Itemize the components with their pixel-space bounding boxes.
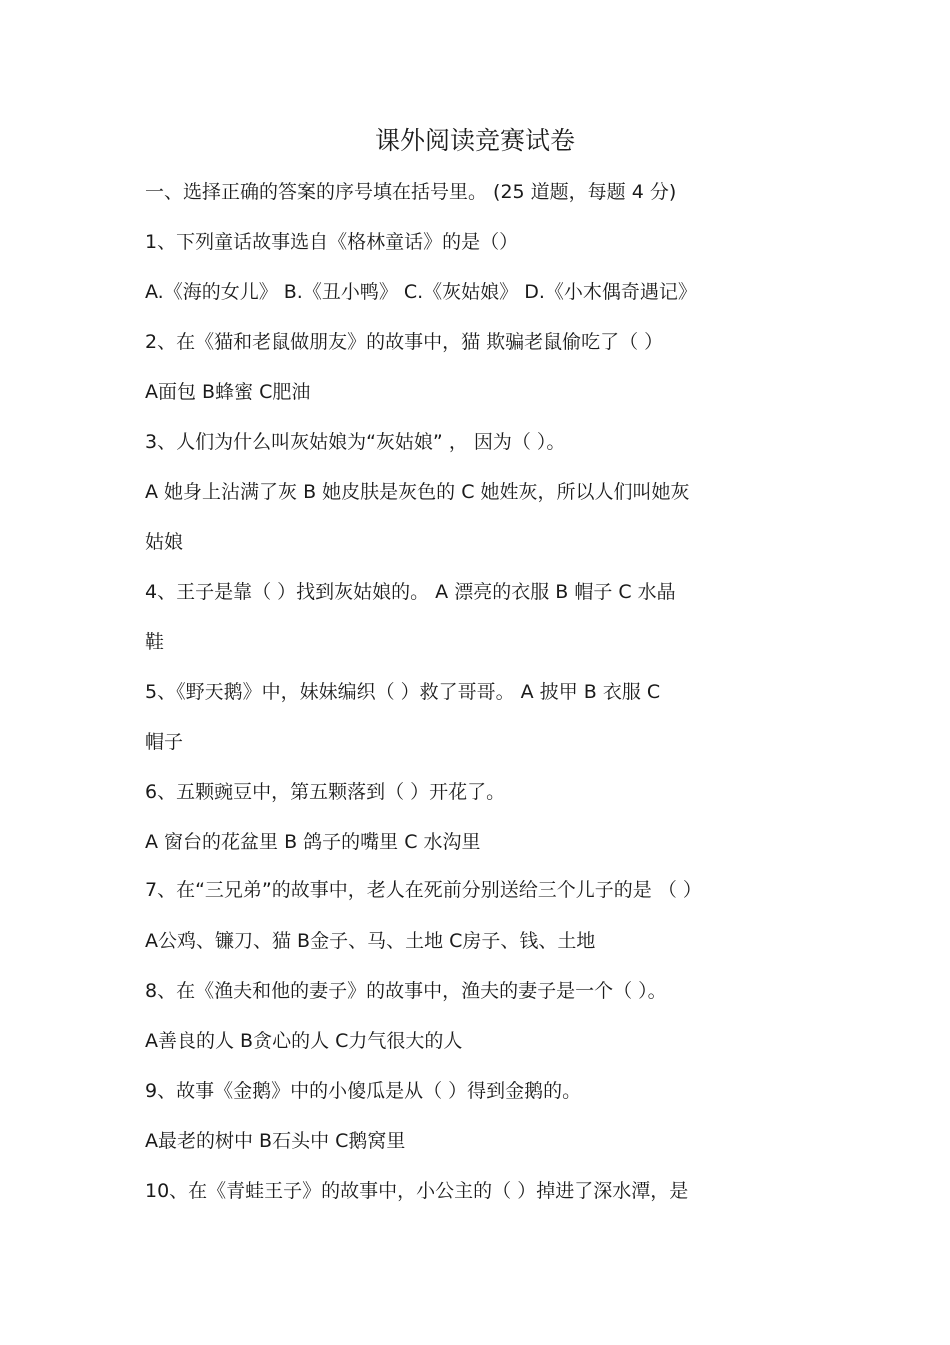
question-5-cont: 帽子 — [145, 731, 184, 753]
question-6: 6、五颗豌豆中，第五颗落到（ ）开花了。 — [145, 781, 506, 803]
section-heading: 一、选择正确的答案的序号填在括号里。 (25 道题，每题 4 分) — [145, 181, 677, 203]
question-10: 10、在《青蛙王子》的故事中，小公主的（ ）掉进了深水潭，是 — [145, 1180, 689, 1202]
question-3-options: A 她身上沾满了灰 B 她皮肤是灰色的 C 她姓灰，所以人们叫她灰 — [145, 481, 690, 503]
question-8: 8、在《渔夫和他的妻子》的故事中，渔夫的妻子是一个（ ）。 — [145, 980, 667, 1002]
question-3: 3、人们为什么叫灰姑娘为“灰姑娘” ， 因为（ ）。 — [145, 431, 566, 453]
question-1-options: A.《海的女儿》 B.《丑小鸭》 C.《灰姑娘》 D.《小木偶奇遇记》 — [145, 281, 697, 303]
question-9-options: A最老的树中 B石头中 C鹅窝里 — [145, 1130, 406, 1152]
question-6-options: A 窗台的花盆里 B 鸽子的嘴里 C 水沟里 — [145, 831, 481, 853]
question-8-options: A善良的人 B贪心的人 C力气很大的人 — [145, 1030, 463, 1052]
question-4: 4、王子是靠（ ）找到灰姑娘的。 A 漂亮的衣服 B 帽子 C 水晶 — [145, 581, 676, 603]
question-3-options-cont: 姑娘 — [145, 531, 184, 553]
question-7-options: A公鸡、镰刀、猫 B金子、马、土地 C房子、钱、土地 — [145, 930, 596, 952]
question-2: 2、在《猫和老鼠做朋友》的故事中，猫 欺骗老鼠偷吃了（ ） — [145, 331, 664, 353]
question-2-options: A面包 B蜂蜜 C肥油 — [145, 381, 311, 403]
exam-title: 课外阅读竞赛试卷 — [374, 126, 575, 155]
question-9: 9、故事《金鹅》中的小傻瓜是从（ ）得到金鹅的。 — [145, 1080, 582, 1102]
question-1: 1、下列童话故事选自《格林童话》的是（） — [145, 231, 519, 253]
question-7: 7、在“三兄弟”的故事中，老人在死前分别送给三个儿子的是 （ ） — [145, 879, 702, 901]
question-5: 5、《野天鹅》中，妹妹编织（ ）救了哥哥。 A 披甲 B 衣服 C — [145, 681, 661, 703]
question-4-cont: 鞋 — [145, 631, 165, 653]
